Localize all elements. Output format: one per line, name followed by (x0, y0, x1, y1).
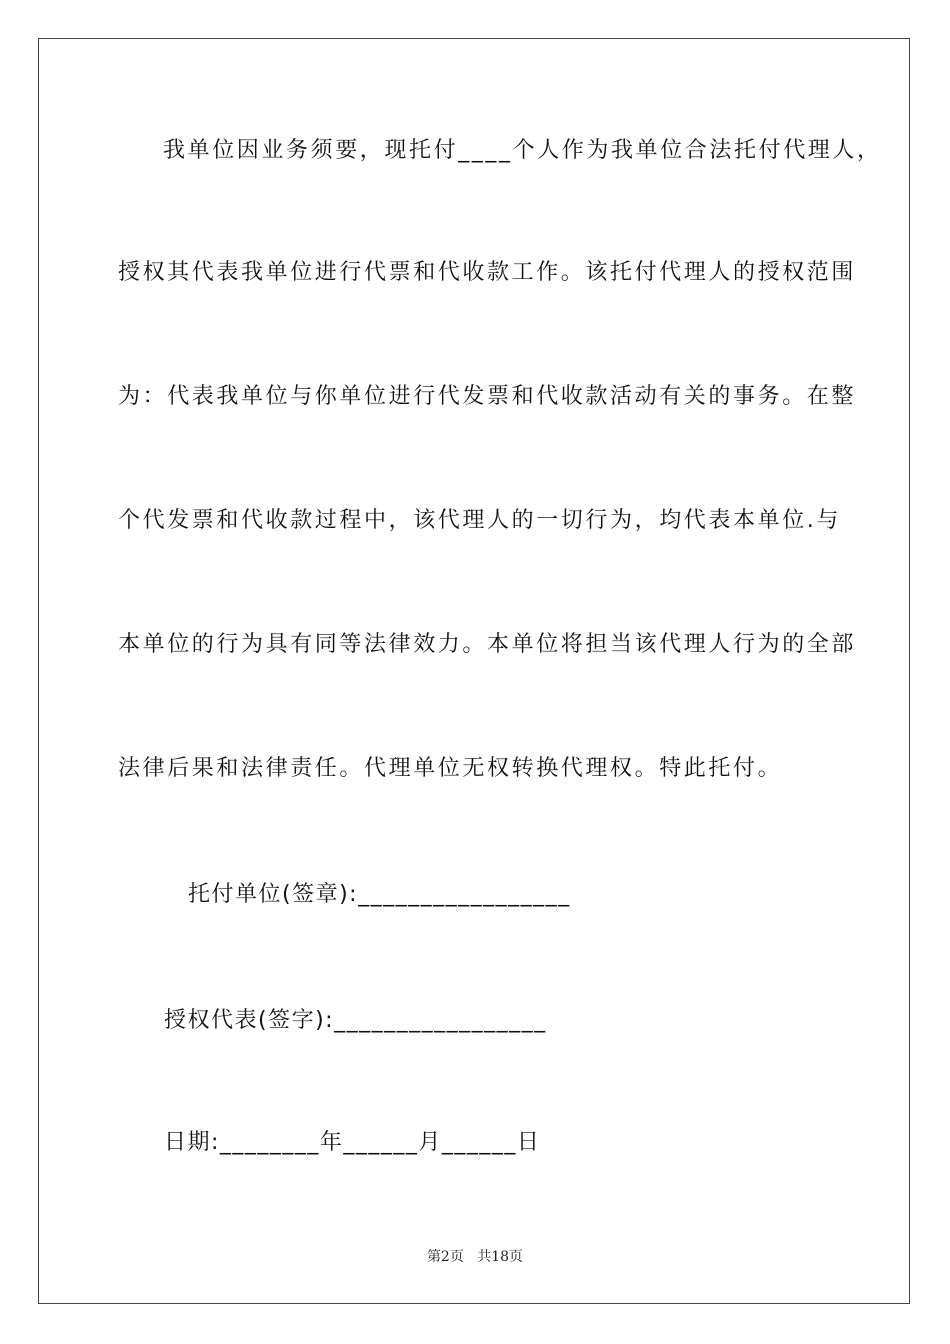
page-total: 共18页 (477, 1249, 524, 1265)
signature-representative-line: 授权代表(签字):_________________ (164, 1008, 547, 1033)
page-number: 第2页 (426, 1249, 464, 1265)
page-footer (0, 1246, 950, 1266)
paragraph-line-5: 本单位的行为具有同等法律效力。本单位将担当该代理人行为的全部 (118, 632, 857, 657)
signature-date-line: 日期:________年______月______日 (164, 1130, 541, 1155)
paragraph-line-6: 法律后果和法律责任。代理单位无权转换代理权。特此托付。 (118, 756, 783, 781)
paragraph-line-4: 个代发票和代收款过程中，该代理人的一切行为，均代表本单位.与 (118, 508, 841, 533)
paragraph-line-2: 授权其代表我单位进行代票和代收款工作。该托付代理人的授权范围 (118, 260, 857, 285)
signature-unit-line: 托付单位(签章):_________________ (188, 882, 571, 907)
paragraph-line-3: 为：代表我单位与你单位进行代发票和代收款活动有关的事务。在整 (118, 384, 857, 409)
paragraph-line-1: 我单位因业务须要，现托付____个人作为我单位合法托付代理人， (163, 138, 882, 163)
page-border (38, 38, 910, 1304)
